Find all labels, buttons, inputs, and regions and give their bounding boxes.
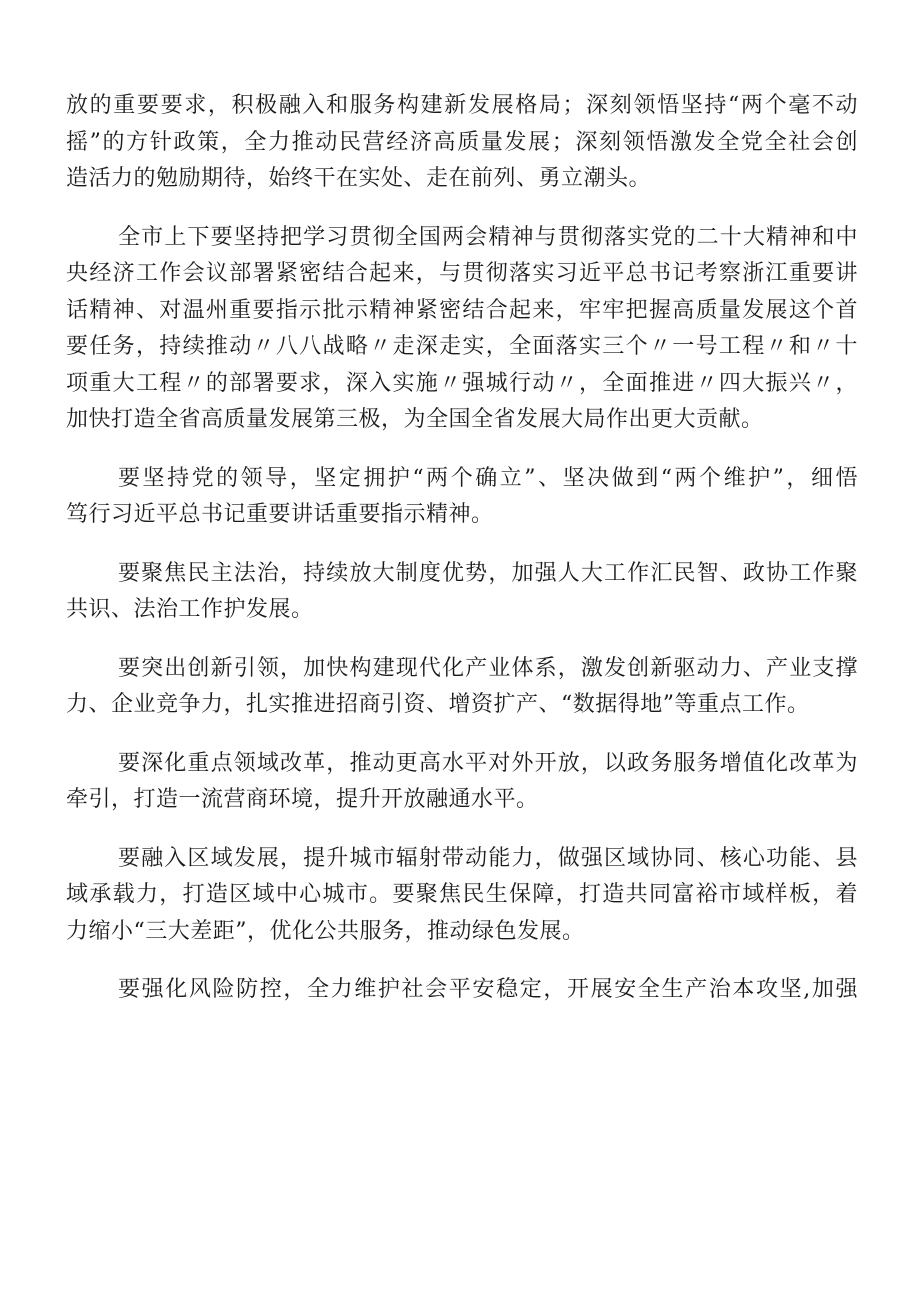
text-line: 笃行习近平总书记重要讲话重要指示精神。 [66,502,494,527]
text-line: 放的重要要求，积极融入和服务构建新发展格局；深刻领悟坚持“两个毫不动 [66,93,858,118]
paragraph-7 [66,841,858,951]
text-line: 话精神、对温州重要指示批示精神紧密结合起来，牢牢把握高质量发展这个首 [66,297,858,323]
paragraph-4 [66,556,858,629]
text-line: 全市上下要坚持把学习贯彻全国两会精神与贯彻落实党的二十大精神和中 [118,224,858,250]
paragraph-5 [66,651,858,724]
document-body [66,88,858,1031]
text-line: 摇”的方针政策，全力推动民营经济高质量发展；深刻领悟激发全党全社会创 [66,129,858,155]
text-line: 要突出创新引领，加快构建现代化产业体系，激发创新驱动力、产业支撑 [118,655,858,681]
text-line: 域承载力，打造区域中心城市。要聚焦民生保障，打造共同富裕市域样板，着 [66,882,858,907]
text-line: 加快打造全省高质量发展第三极，为全国全省发展大局作出更大贡献。 [66,407,764,432]
text-line: 要深化重点领域改革，推动更高水平对外开放，以政务服务增值化改革为 [118,750,858,776]
paragraph-6 [66,746,858,819]
text-line: 要聚焦民主法治，持续放大制度优势，加强人大工作汇民智、政协工作聚 [118,560,858,586]
text-line: 造活力的勉励期待，始终干在实处、走在前列、勇立潮头。 [66,166,652,191]
paragraph-8 [66,972,858,1009]
text-line: 共识、法治工作护发展。 [66,597,314,622]
paragraph-2 [66,220,858,439]
paragraph-1 [66,88,858,198]
text-line: 力缩小“三大差距”，优化公共服务，推动绿色发展。 [66,918,585,944]
text-line: 牵引，打造一流营商环境，提升开放融通水平。 [66,787,539,812]
text-line: 央经济工作会议部署紧密结合起来，与贯彻落实习近平总书记考察浙江重要讲 [66,261,858,286]
paragraph-3 [66,461,858,534]
text-line: 项重大工程〃的部署要求，深入实施〃强城行动〃，全面推进〃四大振兴〃， [66,370,858,396]
text-line: 要强化风险防控，全力维护社会平安稳定，开展安全生产治本攻坚,加强 [118,977,858,1002]
text-line: 要任务，持续推动〃八八战略〃走深走实，全面落实三个〃一号工程〃和〃十 [66,334,858,359]
text-line: 要坚持党的领导，坚定拥护“两个确立”、坚决做到“两个维护”，细悟 [118,465,858,491]
text-line: 力、企业竞争力，扎实推进招商引资、增资扩产、“数据得地”等重点工作。 [66,692,810,717]
text-line: 要融入区域发展，提升城市辐射带动能力，做强区域协同、核心功能、县 [118,845,858,871]
